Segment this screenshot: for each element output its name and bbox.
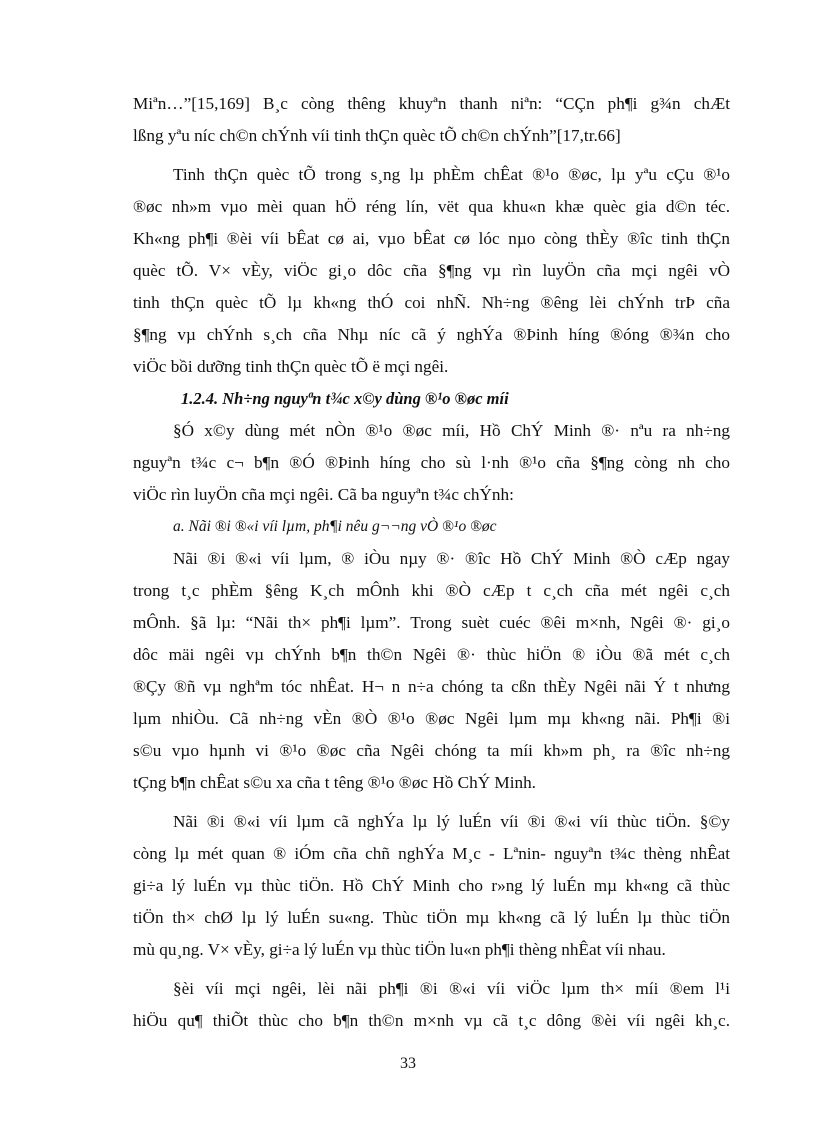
text-line: Tinh thÇn quèc tÕ trong s¸ng lµ phÈm chÊat ®¹o ®øc, lµ yªu cÇu ®¹o xyxy=(173,165,730,184)
text-line: Kh«ng ph¶i ®èi víi bÊat cø ai, vµo bÊat cø lóc nµo còng thÈy ®îc tinh thÇn xyxy=(133,229,730,248)
subsection-heading: a. Nãi ®i ®«i víi lµm, ph¶i nêu g¬¬ng vÒ ®¹o ®øc xyxy=(173,518,497,535)
text-line: tinh thÇn quèc tÕ lµ kh«ng thÓ coi nhÑ. Nh÷ng ®êng lèi chÝnh trÞ cña xyxy=(133,293,730,312)
text-line: §Ó x©y dùng mét nÒn ®¹o ®øc míi, Hồ ChÝ Minh ®· nªu ra nh÷ng xyxy=(173,421,730,440)
text-line: ®Çy ®ñ vµ nghªm tóc nhÊat. H¬ n n÷a chóng ta cßn thÈy Ngêi nãi Ý t nhưng xyxy=(133,677,730,696)
text-line: dôc mäi ngêi vµ chÝnh b¶n th©n Ngêi ®· thùc hiÖn ® iÒu ®ã mét c¸ch xyxy=(133,645,730,664)
text-line: trong t¸c phÈm §êng K¸ch mÔnh khi ®Ò cÆp t c¸ch cña mét ngêi c¸ch xyxy=(133,581,730,600)
text-line: lµm nhiÒu. Cã nh÷ng vÈn ®Ò ®¹o ®øc Ngêi lµm mµ kh«ng nãi. Ph¶i ®i xyxy=(133,709,730,728)
text-line: hiÖu qu¶ thiÕt thùc cho b¶n th©n m×nh vµ cã t¸c dông ®èi víi ngêi kh¸c. xyxy=(133,1011,730,1030)
text-line: gi÷a lý luÉn vµ thùc tiÖn. Hồ ChÝ Minh cho r»ng lý luÉn mµ kh«ng cã thùc xyxy=(133,876,730,895)
text-line: quèc tÕ. V× vÈy, viÖc gi¸o dôc cña §¶ng vµ rìn luyÖn cña mçi ngêi vÒ xyxy=(133,261,730,280)
text-line: tiÖn th× chØ lµ lý luÉn su«ng. Thùc tiÖn mµ kh«ng cã lý luÉn lµ thùc tiÖn xyxy=(133,908,730,927)
page-number: 33 xyxy=(400,1055,416,1072)
text-line: mù qu¸ng. V× vÈy, gi÷a lý luÉn vµ thùc tiÖn lu«n ph¶i thèng nhÊat víi nhau. xyxy=(133,940,666,959)
text-line: viÖc rìn luyÖn cña mçi ngêi. Cã ba nguyªn t¾c chÝnh: xyxy=(133,485,514,504)
text-line: viÖc bồi dưỡng tinh thÇn quèc tÕ ë mçi ngêi. xyxy=(133,357,449,376)
text-line: lßng yªu níc ch©n chÝnh víi tinh thÇn quèc tÕ ch©n chÝnh”[17,tr.66] xyxy=(133,126,621,145)
text-line: Nãi ®i ®«i víi lµm, ® iÒu nµy ®· ®îc Hồ ChÝ Minh ®Ò cÆp ngay xyxy=(173,549,730,568)
body-text xyxy=(133,88,730,1037)
text-line: §¶ng vµ chÝnh s¸ch cña Nhµ níc cã ý nghÝa ®Þinh híng ®óng ®¾n cho xyxy=(133,325,730,344)
text-line: ®øc nh»m vµo mèi quan hÖ réng lín, vët qua khu«n khæ quèc gia d©n téc. xyxy=(133,197,730,216)
text-line: tÇng b¶n chÊat s©u xa cña t têng ®¹o ®øc Hồ ChÝ Minh. xyxy=(133,773,536,792)
text-line: nguyªn t¾c c¬ b¶n ®Ó ®Þinh híng cho sù l·nh ®¹o cña §¶ng còng nh cho xyxy=(133,453,730,472)
text-line: Nãi ®i ®«i víi lµm cã nghÝa lµ lý luÉn víi ®i ®«i víi thùc tiÖn. §©y xyxy=(173,812,730,831)
text-line: còng lµ mét quan ® iÓm cña chñ nghÝa M¸c - Lªnin- nguyªn t¾c thèng nhÊat xyxy=(133,844,730,863)
text-line: Miªn…”[15,169] B¸c còng thêng khuyªn thanh niªn: “CÇn ph¶i g¾n chÆt xyxy=(133,94,730,113)
text-line: §èi víi mçi ngêi, lèi nãi ph¶i ®i ®«i víi viÖc lµm th× míi ®em l¹i xyxy=(173,979,730,998)
text-line: s©u vµo hµnh vi ®¹o ®øc cña Ngêi chóng ta míi kh»m ph¸ ra ®îc nh÷ng xyxy=(133,741,730,760)
section-heading: 1.2.4. Nh÷ng nguyªn t¾c x©y dùng ®¹o ®øc míi xyxy=(181,389,509,408)
text-line: mÔnh. §ã lµ: “Nãi th× ph¶i lµm”. Trong suèt cuéc ®êi m×nh, Ngêi ®· gi¸o xyxy=(133,613,730,632)
